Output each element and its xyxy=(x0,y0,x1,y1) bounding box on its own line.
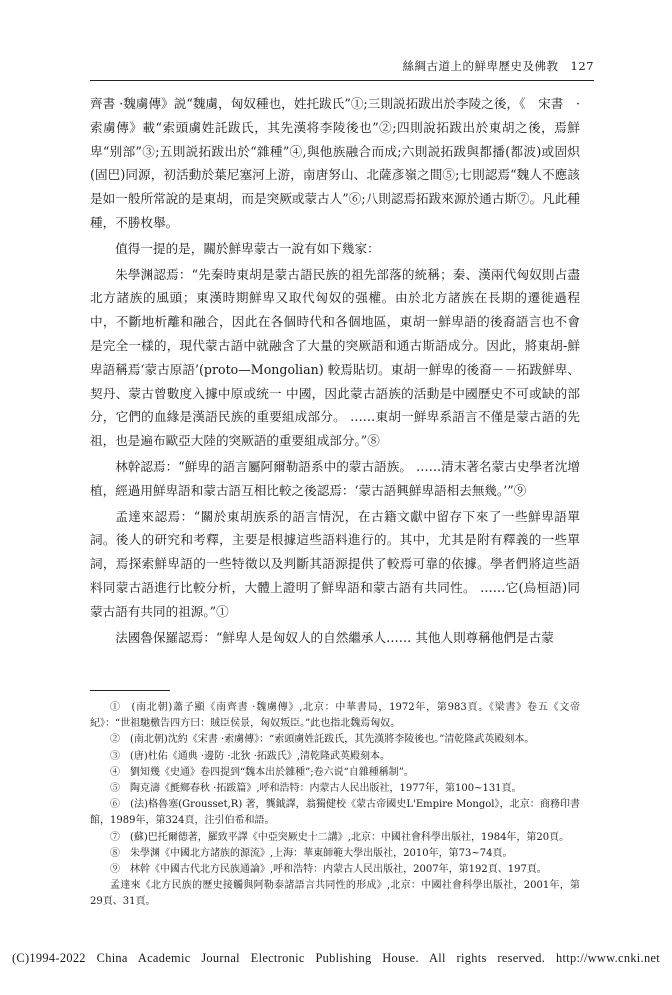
footnote: ④ 劉知幾《史通》卷四提到“魏本出於雜種”;卷六说“自雜種稱制”。 xyxy=(110,766,414,778)
footnote: ⑧ 朱學渊《中國北方諸族的源流》,上海：華東師範大學出版社，2010年，第73~74頁。 xyxy=(110,847,513,859)
main-body xyxy=(90,92,580,651)
footnote: ⑤ 陶克濤《氈鄉春秋 ·拓跋篇》,呼和浩特：内蒙古人民出版社，1977年，第100~131頁。 xyxy=(110,783,522,795)
footnote: ③ (唐)杜佑《通典 ·邊防 ·北狄 ·拓跋氏》,清乾隆武英殿刻本。 xyxy=(110,750,391,762)
page-header xyxy=(90,58,594,81)
body-paragraph: 法國魯保羅認焉：“鮮卑人是匈奴人的自然繼承人…… 其他人則尊稱他們是古蒙 xyxy=(115,629,554,645)
body-paragraph: 齊書 ·魏虜傳》説“魏虜，匈奴種也，姓托跋氏”①;三則説拓跋出於李陵之後，《 宋書 ·索虜傳》載“索頭虜姓託跋氏，其先漢将李陵後也”②;四則說拓跋出於東胡之後，焉鮮卑“别部”③;五則説拓跋出於“雜種”④,與他族融合而成;六則説拓跋與都播(都波)或固炽(固巴)同源，初活動於葉尼塞河上游，南唐努山、北薩彥嶺之間⑤;七則認焉“魏人不應該是如一般所常說的是東胡，而是突厥或蒙古人”⑥;八則認焉拓跋來源於通古斯⑦。凡此種種，不勝枚舉。 xyxy=(90,96,580,230)
footnote: ① (南北朝)蕭子顯《南齊書 ·魏虜傳》,北京：中華書局，1972年，第983頁。《梁書》卷五《文帝紀》：“世祖馳檄告四方曰：賊臣侯景，匈奴叛臣。”此也指北魏焉匈奴。 xyxy=(90,702,580,730)
body-paragraph: 孟達來認焉：“關於東胡族系的語言情況，在古籍文獻中留存下來了一些鮮卑語單詞。後人的研究和考釋，主要是根據這些語料進行的。其中，尤其是附有釋義的一些單詞，焉探索鮮卑語的一些特徵以及判斷其語源提供了較焉可靠的依據。學者們將這些語料同蒙古語進行比較分析，大體上證明了鮮卑語和蒙古語有共同性。 ……它(烏桓語)同蒙古語有共同的祖源。”① xyxy=(90,508,580,619)
footnote: ⑨ 林幹《中國古代北方民族通論》,呼和浩特：内蒙古人民出版社，2007年，第192頁、197頁。 xyxy=(110,864,547,876)
footnote: 孟達來《北方民族的歷史接觸與阿勒泰諸語言共同性的形成》,北京：中國社會科學出版社，2001年，第29頁、31頁。 xyxy=(90,880,580,908)
footnote: ⑥ (法)格魯塞(Grousset,R) 著，龔鉞譯，翁獨健校《蒙古帝國史L'Empire Mongol》，北京：商務印書館，1989年，第324頁，注引伯希和語。 xyxy=(90,799,580,827)
copyright-footer: (C)1994-2022 China Academic Journal Electronic Publishing House. All rights reserved. http://www.cnki.net xyxy=(12,951,660,965)
body-paragraph: 林幹認焉：“鮮卑的語言屬阿爾勒語系中的蒙古語族。 ……清末著名蒙古史學者沈增植，經過用鮮卑語和蒙古語互相比較之後認焉：‘蒙古語興鮮卑語相去無幾。’”⑨ xyxy=(90,458,580,498)
footnote: ⑦ (蘇)巴托爾德著，羅致平譯《中亞突厥史十二講》,北京：中國社會科學出版社，1984年，第20頁。 xyxy=(110,831,570,843)
footnote: ② (南北朝)沈約《宋書 ·索虜傳》：“索頭虜姓託跋氏，其先漢將李陵後也。”清乾隆武英殿刻本。 xyxy=(110,734,535,746)
footnote-divider xyxy=(90,690,170,691)
footnotes xyxy=(90,700,580,911)
body-paragraph: 朱學渊認焉：“先秦時東胡是蒙古語民族的祖先部落的統稱；秦、漢兩代匈奴則占盡北方諸族的風頭；東漢時期鮮卑又取代匈奴的强權。由於北方諸族在長期的遷徙過程中，不斷地析離和融合，因此在各個時代和各個地區，東胡一鮮卑語的後裔語言也不會是完全一樣的，現代蒙古語中就融含了大量的突厥語和通古斯語成分。因此，將東胡-鮮卑語稱焉‘蒙古原語’(proto—Mongolian) 較焉貼切。東胡一鮮卑的後裔－－拓跋鮮卑、契丹、蒙古曾數度入據中原或统一 中國，因此蒙古語族的活動是中國歷史不可或缺的部分，它們的血緣是漢語民族的重要組成部分。 ……東胡一鮮卑系語言不僅是蒙古語的先祖，也是遍布歐亞大陸的突厥語的重要組成部分。”⑧ xyxy=(90,266,580,449)
body-paragraph: 值得一提的是，關於鮮卑蒙古一說有如下幾家： xyxy=(115,240,380,256)
running-title: 絲綢古道上的鮮卑歷史及佛教 127 xyxy=(402,59,594,73)
